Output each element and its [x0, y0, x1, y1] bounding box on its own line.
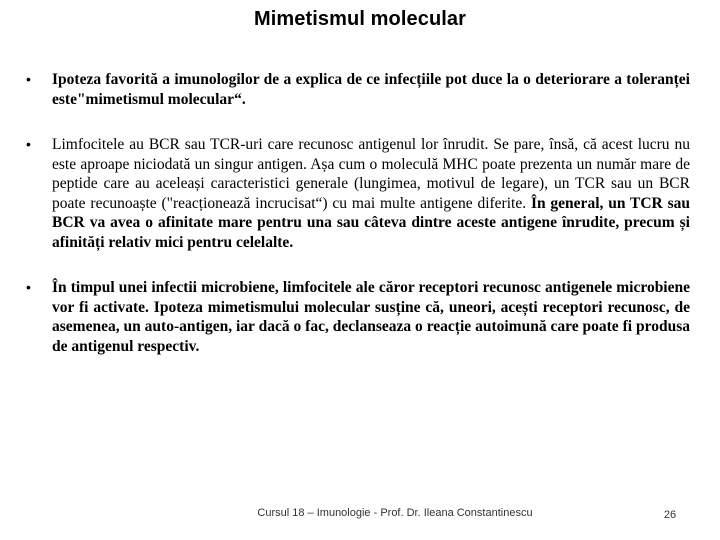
bullet-1-text: Ipoteza favorită a imunologilor de a explica de ce infecțiile pot duce la o deteriorare a toleranței este"mimetismul molecular“.: [52, 71, 690, 108]
bullet-marker: •: [26, 136, 31, 152]
bullet-2-text: Limfocitele au BCR sau TCR-uri care recunosc antigenul lor înrudit. Se pare, însă, că acest lucru nu este aproape niciodată un singur antigen. Așa cum o moleculă MHC poate prezenta un număr mare de peptide care au aceleași caracteristici generale (lungimea, motivul de legare), un TCR sau un BCR poate recunoaște ("reacționează incrucisat“) cu mai multe antigene diferite.: [52, 136, 690, 212]
slide-title: Mimetismul molecular: [253, 8, 467, 30]
bullet-marker: •: [26, 71, 31, 87]
bullet-3-text: În timpul unei infectii microbiene, limfocitele ale căror receptori recunosc antigenele microbiene vor fi activate. Ipoteza mimetismului molecular susține că, uneori, acești receptori recunosc, de asemenea, un auto-antigen, iar dacă o fac, declanseaza o reacție autoimună care poate fi produsa de antigenul respectiv.: [52, 279, 690, 355]
bullet-item-2: [26, 135, 690, 252]
bullet-item-3: [26, 278, 690, 356]
footer-text: Cursul 18 – Imunologie - Prof. Dr. Ileana Constantinescu: [257, 507, 533, 519]
bullet-2-bold-text: În general, un TCR sau BCR va avea o afinitate mare pentru una sau câteva dintre aceste antigene înrudite, precum și afinități relativ mici pentru celelalte.: [52, 194, 690, 251]
bullet-item-1: [26, 70, 690, 109]
page-number: 26: [663, 509, 677, 521]
bullet-marker: •: [26, 279, 31, 295]
bullet-list: [26, 70, 690, 382]
